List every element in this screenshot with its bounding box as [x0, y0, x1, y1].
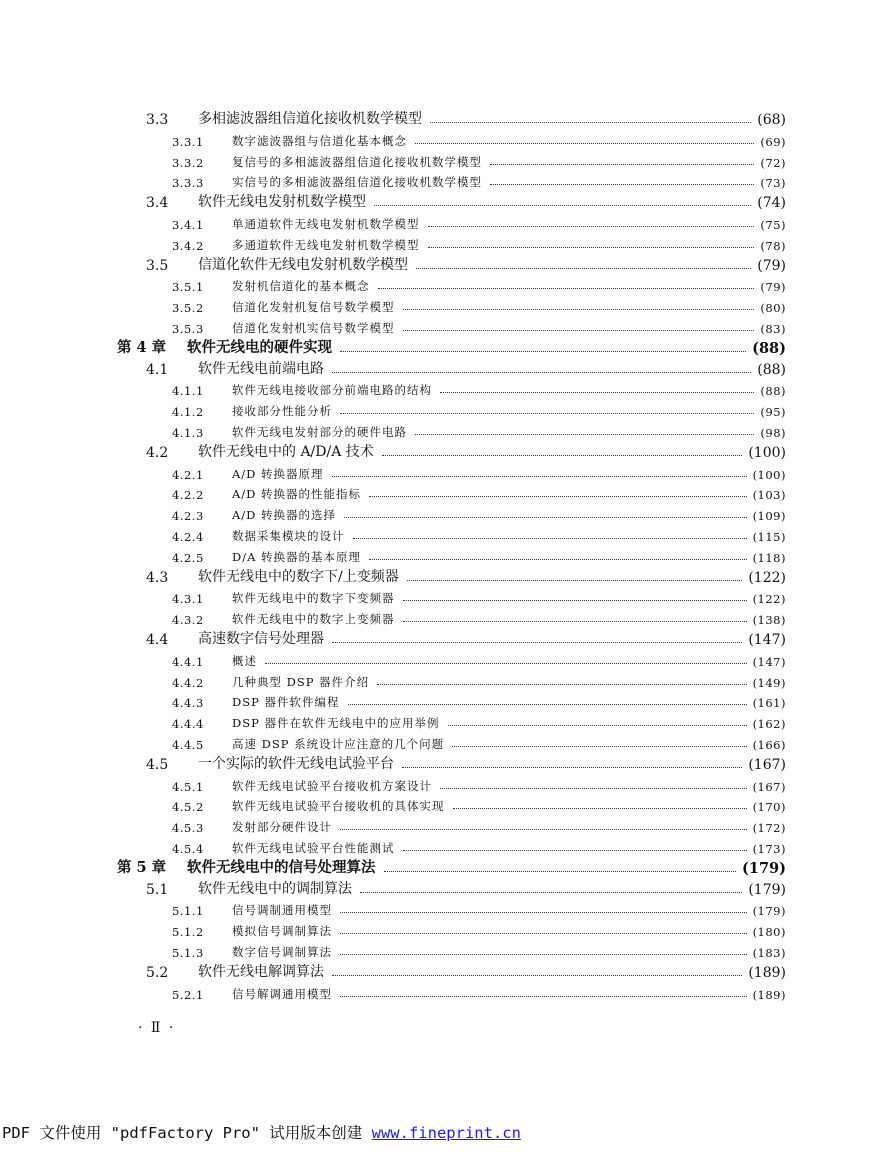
toc-entry-page: (189): [748, 964, 786, 981]
toc-entry-page: (170): [752, 800, 786, 815]
toc-entry[interactable]: [172, 399, 786, 419]
toc-leader-dots: [378, 288, 755, 289]
toc-entry-page: (173): [752, 842, 786, 856]
toc-entry-title: 软件无线电中的数字下变频器: [232, 591, 395, 606]
toc-entry-number: 3.3: [146, 112, 169, 128]
toc-entry-title: 信号调制通用模型: [232, 903, 332, 918]
toc-leader-dots: [344, 517, 747, 518]
toc-entry-number: 4.2.3: [172, 509, 204, 524]
toc-entry[interactable]: [172, 295, 786, 315]
toc-entry[interactable]: [172, 503, 786, 523]
toc-entry-page: (183): [752, 946, 786, 960]
toc-entry[interactable]: [172, 815, 786, 835]
toc-entry-page: (166): [752, 738, 786, 752]
toc-entry[interactable]: [172, 524, 786, 544]
toc-entry-number: 4.2.2: [172, 488, 204, 503]
toc-entry-title: 软件无线电中的数字上变频器: [232, 612, 395, 627]
toc-entry[interactable]: [172, 690, 786, 710]
toc-entry-page: (100): [752, 467, 786, 482]
toc-entry-title: A/D 转换器原理: [232, 466, 324, 481]
toc-leader-dots: [340, 954, 747, 955]
toc-entry-title: 软件无线电的硬件实现: [187, 338, 332, 356]
watermark-text: PDF 文件使用 "pdfFactory Pro" 试用版本创建: [2, 1124, 372, 1142]
toc-entry-page: (103): [752, 488, 786, 503]
toc-entry-title: 软件无线电中的数字下/上变频器: [198, 568, 399, 585]
toc-entry-page: (162): [752, 717, 786, 732]
toc-entry[interactable]: [172, 482, 786, 502]
toc-entry-page: (167): [748, 756, 786, 773]
toc-entry-page: (179): [748, 881, 786, 898]
toc-leader-dots: [452, 746, 746, 747]
toc-entry-title: 软件无线电中的 A/D/A 技术: [198, 443, 374, 460]
toc-entry[interactable]: [172, 794, 786, 814]
toc-leader-dots: [407, 580, 743, 581]
toc-entry-title: 复信号的多相滤波器组信道化接收机数学模型: [232, 154, 482, 169]
toc-entry[interactable]: [146, 441, 786, 461]
toc-entry-number: 4.3: [146, 569, 169, 586]
toc-entry[interactable]: [172, 586, 786, 606]
toc-entry[interactable]: [172, 170, 786, 190]
toc-entry[interactable]: [172, 732, 786, 752]
toc-entry-number: 3.4.1: [172, 218, 204, 232]
toc-leader-dots: [402, 767, 742, 768]
toc-entry[interactable]: [172, 898, 786, 918]
toc-entry-number: 4.5.2: [172, 800, 204, 815]
toc-entry-number: 5.2: [146, 964, 169, 981]
toc-entry-title: 高速数字信号处理器: [198, 631, 324, 647]
toc-entry-title: 数据采集模块的设计: [232, 529, 345, 543]
toc-leader-dots: [340, 829, 747, 830]
toc-entry-title: 软件无线电前端电路: [198, 360, 324, 377]
toc-leader-dots: [332, 476, 747, 477]
toc-entry-page: (180): [752, 925, 786, 940]
toc-leader-dots: [415, 434, 754, 435]
fineprint-link[interactable]: www.fineprint.cn: [371, 1124, 521, 1142]
toc-entry[interactable]: [146, 108, 786, 128]
toc-entry-page: (73): [760, 176, 786, 191]
toc-leader-dots: [340, 996, 747, 997]
toc-entry-number: 3.3.1: [172, 134, 204, 149]
toc-entry-title: 发射部分硬件设计: [232, 820, 332, 835]
toc-entry-page: (88): [752, 339, 786, 357]
toc-entry-title: 数字信号调制算法: [232, 945, 332, 959]
toc-entry-page: (179): [742, 859, 786, 877]
toc-entry[interactable]: [172, 378, 786, 398]
toc-entry-number: 4.1.3: [172, 426, 204, 440]
toc-entry[interactable]: [172, 274, 786, 294]
toc-leader-dots: [369, 496, 747, 497]
toc-entry-page: (83): [760, 322, 786, 336]
toc-entry-number: 4.4: [146, 632, 169, 648]
toc-entry-number: 3.5.2: [172, 301, 204, 316]
toc-entry-number: 5.1.1: [172, 904, 204, 919]
toc-entry-title: DSP 器件软件编程: [232, 695, 340, 710]
toc-entry-page: (80): [760, 301, 786, 316]
toc-entry-number: 4.4.2: [172, 675, 204, 690]
toc-entry-page: (161): [752, 696, 786, 711]
toc-entry[interactable]: [146, 961, 786, 981]
toc-leader-dots: [448, 725, 747, 726]
toc-entry-number: 4.4.1: [172, 654, 204, 669]
toc-entry[interactable]: [172, 316, 786, 336]
toc-entry-title: 一个实际的软件无线电试验平台: [198, 755, 394, 772]
toc-leader-dots: [340, 351, 746, 352]
toc-entry-number: 5.1.3: [172, 946, 204, 960]
toc-entry-number: 4.2.4: [172, 530, 204, 544]
toc-entry[interactable]: [146, 878, 786, 898]
toc-entry-page: (68): [757, 112, 786, 128]
toc-entry-number: 4.4.5: [172, 738, 204, 752]
toc-leader-dots: [403, 621, 747, 622]
toc-entry-page: (189): [752, 987, 786, 1002]
toc-entry-number: 3.5.3: [172, 322, 204, 336]
toc-entry-number: 4.3.1: [172, 592, 204, 607]
toc-entry[interactable]: [117, 857, 786, 877]
toc-entry[interactable]: [172, 774, 786, 794]
toc-entry-title: 软件无线电中的信号处理算法: [187, 858, 376, 876]
toc-leader-dots: [453, 808, 747, 809]
toc-entry-number: 3.4.2: [172, 238, 204, 253]
toc-entry-title: 接收部分性能分析: [232, 404, 332, 419]
toc-entry-page: (115): [752, 530, 786, 544]
toc-entry[interactable]: [172, 649, 786, 669]
toc-entry-page: (118): [752, 550, 786, 565]
toc-entry[interactable]: [172, 150, 786, 170]
toc-entry-page: (100): [748, 444, 786, 461]
toc-entry-page: (122): [752, 592, 786, 607]
toc-entry-number: 3.3.3: [172, 176, 204, 191]
toc-leader-dots: [332, 642, 742, 643]
toc-leader-dots: [340, 933, 747, 934]
toc-entry-title: 软件无线电接收部分前端电路的结构: [232, 383, 432, 398]
toc-entry-title: 软件无线电发射部分的硬件电路: [232, 425, 407, 439]
toc-entry[interactable]: [172, 982, 786, 1002]
toc-leader-dots: [403, 600, 747, 601]
toc-entry[interactable]: [172, 545, 786, 565]
toc-entry-title: 信道化发射机实信号数学模型: [232, 321, 395, 335]
toc-entry-page: (147): [748, 632, 786, 648]
toc-entry-page: (79): [757, 257, 786, 274]
toc-entry-page: (88): [757, 361, 786, 378]
toc-leader-dots: [416, 268, 751, 269]
toc-leader-dots: [360, 892, 742, 893]
toc-entry-title: DSP 器件在软件无线电中的应用举例: [232, 716, 440, 731]
toc-leader-dots: [369, 559, 747, 560]
toc-leader-dots: [415, 143, 754, 144]
toc-entry-title: 软件无线电试验平台接收机方案设计: [232, 778, 432, 793]
toc-entry-title: 信道化软件无线电发射机数学模型: [198, 256, 408, 273]
toc-leader-dots: [430, 122, 751, 123]
toc-entry-title: A/D 转换器的选择: [232, 508, 337, 523]
toc-leader-dots: [428, 226, 755, 227]
toc-leader-dots: [265, 663, 747, 664]
toc-entry-page: (88): [760, 384, 786, 399]
toc-entry-number: 5.1: [146, 881, 169, 898]
toc-leader-dots: [384, 871, 737, 872]
toc-entry-title: D/A 转换器的基本原理: [232, 549, 362, 564]
toc-leader-dots: [374, 205, 751, 206]
toc-entry[interactable]: [146, 191, 786, 211]
toc-entry-title: 发射机信道化的基本概念: [232, 279, 370, 294]
toc-leader-dots: [490, 164, 754, 165]
toc-leader-dots: [332, 372, 751, 373]
toc-entry-number: 4.2: [146, 444, 169, 461]
toc-entry-title: 数字滤波器组与信道化基本概念: [232, 133, 407, 148]
toc-leader-dots: [490, 184, 754, 185]
toc-entry-page: (172): [752, 821, 786, 836]
toc-entry-number: 3.4: [146, 195, 169, 212]
toc-entry-page: (149): [752, 675, 786, 690]
toc-entry-number: 5.2.1: [172, 987, 204, 1002]
toc-entry[interactable]: [172, 711, 786, 731]
toc-entry[interactable]: [172, 836, 786, 856]
toc-entry-number: 4.3.2: [172, 613, 204, 628]
toc-entry-page: (95): [760, 405, 786, 420]
toc-entry-title: A/D 转换器的性能指标: [232, 487, 362, 502]
toc-entry-page: (167): [752, 779, 786, 794]
toc-leader-dots: [332, 975, 742, 976]
toc-entry[interactable]: [172, 212, 786, 232]
toc-leader-dots: [340, 413, 754, 414]
toc-entry-number: 3.5: [146, 257, 169, 274]
toc-entry-number: 第 5 章: [117, 858, 167, 876]
toc-leader-dots: [348, 704, 747, 705]
toc-leader-dots: [382, 455, 743, 456]
toc-entry-page: (79): [760, 280, 786, 295]
toc-leader-dots: [377, 684, 746, 685]
toc-entry-page: (98): [760, 426, 786, 440]
toc-entry-number: 4.5: [146, 756, 169, 773]
toc-entry[interactable]: [146, 628, 786, 648]
toc-entry-number: 3.5.1: [172, 280, 204, 295]
toc-entry-title: 信号解调通用模型: [232, 986, 332, 1001]
toc-entry[interactable]: [146, 254, 786, 274]
toc-entry-title: 多通道软件无线电发射机数学模型: [232, 237, 420, 252]
toc-entry[interactable]: [172, 129, 786, 149]
toc-leader-dots: [353, 538, 747, 539]
toc-entry-number: 4.1: [146, 361, 169, 378]
toc-entry-title: 高速 DSP 系统设计应注意的几个问题: [232, 737, 445, 751]
toc-entry-title: 软件无线电试验平台接收机的具体实现: [232, 799, 445, 814]
toc-entry[interactable]: [172, 233, 786, 253]
toc-entry-page: (75): [760, 218, 786, 232]
toc-entry-number: 5.1.2: [172, 925, 204, 940]
toc-entry-number: 第 4 章: [117, 338, 167, 356]
toc-leader-dots: [403, 850, 747, 851]
toc-entry-number: 4.1.2: [172, 405, 204, 420]
toc-entry-number: 4.1.1: [172, 384, 204, 399]
toc-entry[interactable]: [146, 358, 786, 378]
toc-entry-page: (138): [752, 613, 786, 628]
toc-entry-page: (122): [748, 569, 786, 586]
toc-entry-title: 模拟信号调制算法: [232, 924, 332, 939]
page-number: · Ⅱ ·: [138, 1020, 176, 1036]
toc-entry-number: 4.5.3: [172, 821, 204, 836]
toc-entry-title: 多相滤波器组信道化接收机数学模型: [198, 111, 422, 127]
toc-entry-number: 4.2.5: [172, 550, 204, 565]
toc-entry-title: 信道化发射机复信号数学模型: [232, 300, 395, 315]
toc-entry-number: 4.5.1: [172, 779, 204, 794]
toc-entry-title: 几种典型 DSP 器件介绍: [232, 674, 370, 689]
toc-entry[interactable]: [146, 566, 786, 586]
toc-entry[interactable]: [146, 753, 786, 773]
toc-entry-number: 3.3.2: [172, 155, 204, 170]
toc-entry-page: (78): [760, 238, 786, 253]
toc-leader-dots: [440, 392, 754, 393]
toc-entry-page: (179): [752, 904, 786, 919]
toc-entry[interactable]: [172, 670, 786, 690]
toc-leader-dots: [340, 912, 747, 913]
toc-entry-number: 4.4.4: [172, 717, 204, 732]
toc-entry[interactable]: [172, 607, 786, 627]
toc-entry-title: 软件无线电中的调制算法: [198, 880, 352, 897]
toc-leader-dots: [440, 788, 747, 789]
toc-entry-title: 软件无线电发射机数学模型: [198, 194, 366, 211]
toc-entry-title: 软件无线电解调算法: [198, 963, 324, 980]
toc-entry-number: 4.4.3: [172, 696, 204, 711]
toc-leader-dots: [428, 247, 755, 248]
toc-entry-title: 实信号的多相滤波器组信道化接收机数学模型: [232, 175, 482, 190]
toc-entry-page: (72): [760, 155, 786, 170]
toc-entry-title: 单通道软件无线电发射机数学模型: [232, 217, 420, 231]
toc-entry-page: (69): [760, 134, 786, 149]
toc-entry-page: (147): [752, 654, 786, 669]
toc-entry-title: 软件无线电试验平台性能测试: [232, 841, 395, 855]
toc-entry[interactable]: [172, 919, 786, 939]
toc-entry[interactable]: [117, 337, 786, 357]
toc-entry-page: (74): [757, 195, 786, 212]
toc-leader-dots: [403, 309, 755, 310]
toc-entry-number: 4.5.4: [172, 842, 204, 856]
toc-entry[interactable]: [172, 940, 786, 960]
toc-entry[interactable]: [172, 420, 786, 440]
pdf-watermark: [2, 1121, 521, 1143]
toc-entry-title: 概述: [232, 653, 257, 668]
toc-leader-dots: [403, 330, 755, 331]
toc-entry[interactable]: [172, 462, 786, 482]
toc-entry-number: 4.2.1: [172, 467, 204, 482]
toc-entry-page: (109): [752, 509, 786, 524]
